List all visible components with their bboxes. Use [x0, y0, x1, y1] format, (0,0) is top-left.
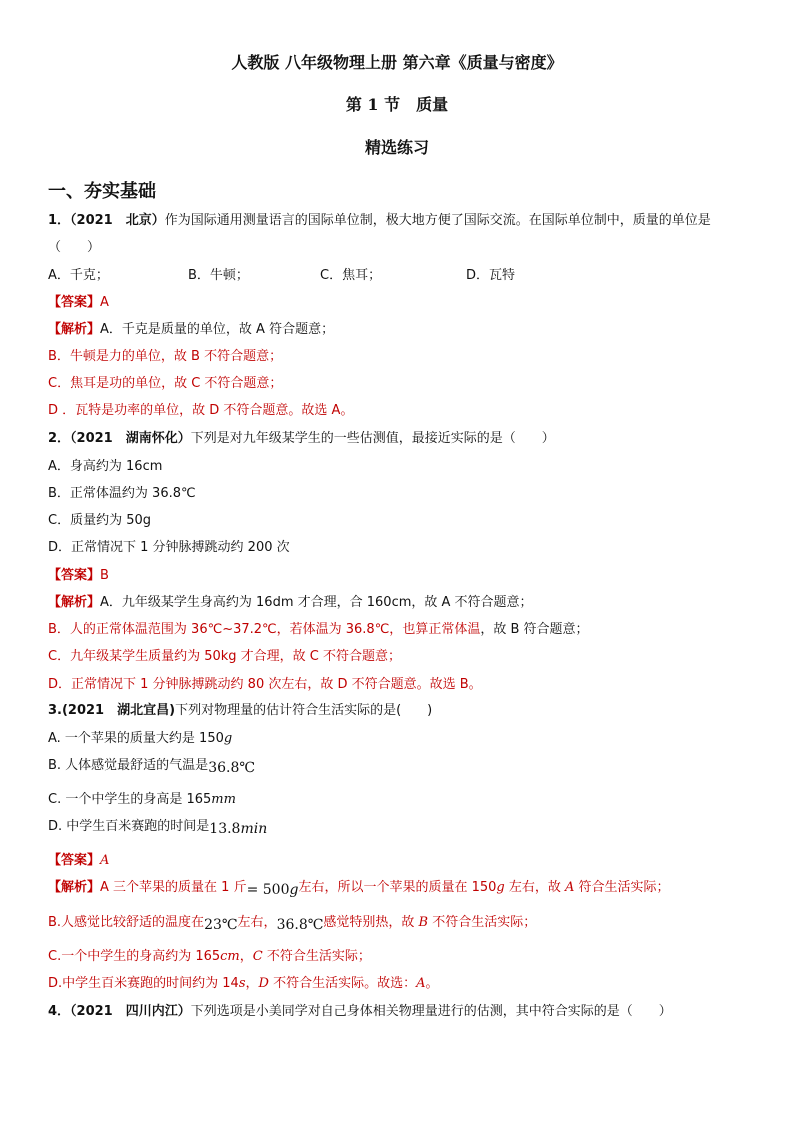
q1-answer-tag: 【答案】 [48, 295, 101, 310]
q3-e3a: C.一个中学生的身高约为 165 [48, 949, 221, 964]
part-heading: 一、夯实基础 [48, 181, 156, 202]
q3-option-d-unit: min [240, 821, 268, 837]
q2-explanation-tag: 【解析】 [48, 595, 101, 610]
q2-explanation-4: D．正常情况下 1 分钟脉搏跳动约 80 次左右，故 D 不符合题意。故选 B。 [48, 677, 482, 692]
q2-answer-value: B [100, 568, 109, 583]
q3-answer [48, 849, 109, 868]
q3-e2a: B.人感觉比较舒适的温度在 [48, 915, 205, 930]
q3-option-c [48, 788, 236, 807]
q2-option-b: B．正常体温约为 36.8℃ [48, 486, 196, 501]
q1-answer [48, 291, 109, 310]
q3-option-b [48, 754, 256, 776]
q3-option-d-value: 13.8 [209, 821, 241, 837]
q1-source: （2021 北京） [70, 213, 165, 228]
q3-explanation-2 [48, 911, 537, 933]
q4-source: （2021 四川内江） [70, 1004, 191, 1019]
q1-answer-value: A [100, 295, 109, 310]
q3-e1b: = 500 [246, 882, 290, 898]
q1-options [48, 264, 515, 283]
q3-source: (2021 湖北宜昌) [61, 703, 176, 718]
q2-answer-tag: 【答案】 [48, 568, 101, 583]
q3-e1g: A [565, 880, 575, 895]
q2-explanation-3: C．九年级某学生质量约为 50kg 才合理，故 C 不符合题意； [48, 649, 402, 664]
q2-number: 2． [48, 431, 71, 446]
q1-explanation-text-1: A．千克是质量的单位，故 A 符合题意； [100, 322, 335, 337]
q3-explanation-1 [48, 876, 670, 898]
q1-option-c: C．焦耳； [320, 268, 382, 283]
q3-e3b: cm [220, 949, 240, 964]
q3-answer-value: A [100, 853, 110, 868]
q1-number: 1． [48, 213, 71, 228]
q3-e4b: s [238, 976, 246, 991]
q1-explanation-1 [48, 318, 334, 337]
q1-stem-line2: （ ） [48, 240, 101, 255]
q3-e2f: B [418, 915, 429, 930]
q1-stem: 作为国际通用测量语言的国际单位制，极大地方便了国际交流。在国际单位制中，质量的单位是 [164, 213, 711, 228]
q1-option-d: D．瓦特 [466, 268, 516, 283]
q3-e4d: D [258, 976, 269, 991]
q3-e1f: 左右，故 [504, 880, 565, 895]
q3-e2g: 不符合生活实际； [428, 915, 537, 930]
q2-option-c: C．质量约为 50g [48, 513, 152, 528]
q3-e1c: g [289, 882, 299, 898]
q2-explanation-text-1: A．九年级某学生身高约为 16dm 才合理，合 160cm，故 A 不符合题意； [100, 595, 533, 610]
q1-stem-line1 [48, 209, 711, 228]
q3-e1a: A 三个苹果的质量在 1 斤 [100, 880, 247, 895]
q3-stem [48, 699, 432, 718]
q3-option-a [48, 727, 232, 746]
q3-e1h: 符合生活实际； [574, 880, 670, 895]
q2-stem-text: 下列是对九年级某学生的一些估测值，最接近实际的是（ ） [190, 431, 555, 446]
q3-e4g: 。 [425, 976, 439, 991]
q1-explanation-3: C．焦耳是功的单位，故 C 不符合题意； [48, 376, 283, 391]
q3-e2d: 36.8℃ [276, 917, 324, 933]
q3-option-b-text: B. 人体感觉最舒适的气温是 [48, 758, 209, 773]
q3-explanation-3 [48, 945, 371, 964]
q1-explanation-4: D ．瓦特是功率的单位，故 D 不符合题意。故选 A。 [48, 403, 354, 418]
document-subtitle: 精选练习 [364, 138, 429, 157]
q3-e2b: 23℃ [204, 917, 238, 933]
q3-option-c-unit: mm [211, 792, 236, 807]
q3-e4a: D.中学生百米赛跑的时间约为 14 [48, 976, 239, 991]
q3-number: 3. [48, 703, 62, 718]
q3-option-d [48, 815, 268, 837]
q2-answer [48, 564, 109, 583]
q1-option-a: A．千克； [48, 268, 109, 283]
q2-explanation-2c: ，故 B 符合题意； [480, 622, 589, 637]
q2-explanation-1 [48, 591, 533, 610]
q1-explanation-2: B．牛顿是力的单位，故 B 不符合题意； [48, 349, 283, 364]
q3-stem-text: 下列对物理量的估计符合生活实际的是( ) [175, 703, 433, 718]
q4-stem-text: 下列选项是小美同学对自己身体相关物理量进行的估测，其中符合实际的是（ ） [190, 1004, 672, 1019]
q3-e2e: 感觉特别热，故 [323, 915, 419, 930]
q3-e4c: ， [245, 976, 259, 991]
q3-option-b-value: 36.8℃ [208, 760, 256, 776]
q2-source: （2021 湖南怀化） [70, 431, 191, 446]
q1-option-b: B．牛顿； [188, 268, 249, 283]
q4-stem [48, 1000, 672, 1019]
q3-e3e: 不符合生活实际； [262, 949, 371, 964]
q2-option-d: D．正常情况下 1 分钟脉搏跳动约 200 次 [48, 540, 290, 555]
q3-e4f: A [416, 976, 426, 991]
q3-explanation-tag: 【解析】 [48, 880, 101, 895]
q2-stem [48, 427, 555, 446]
q3-e3d: C [252, 949, 263, 964]
q2-explanation-2b: 也算正常体温 [402, 622, 481, 637]
document-title: 人教版 八年级物理上册 第六章《质量与密度》 [231, 53, 563, 72]
q3-option-d-text: D. 中学生百米赛跑的时间是 [48, 819, 210, 834]
q3-e1d: 左右，所以一个苹果的质量在 150 [298, 880, 497, 895]
section-title: 第 1 节 质量 [345, 95, 449, 114]
q3-answer-tag: 【答案】 [48, 853, 101, 868]
q3-explanation-4 [48, 972, 439, 991]
q2-option-a: A．身高约为 16cm [48, 459, 163, 474]
q3-e4e: 不符合生活实际。故选： [268, 976, 417, 991]
q2-explanation-2 [48, 618, 589, 637]
q1-explanation-tag: 【解析】 [48, 322, 101, 337]
q3-e3c: ， [239, 949, 253, 964]
q3-option-c-text: C. 一个中学生的身高是 165 [48, 792, 212, 807]
q2-explanation-2a: B．人的正常体温范围为 36℃~37.2℃，若体温为 36.8℃， [48, 622, 403, 637]
q3-option-a-unit: g [223, 731, 233, 746]
q3-e2c: 左右， [237, 915, 277, 930]
q4-number: 4． [48, 1004, 71, 1019]
q3-e1e: g [496, 880, 505, 895]
q3-option-a-text: A. 一个苹果的质量大约是 150 [48, 731, 224, 746]
